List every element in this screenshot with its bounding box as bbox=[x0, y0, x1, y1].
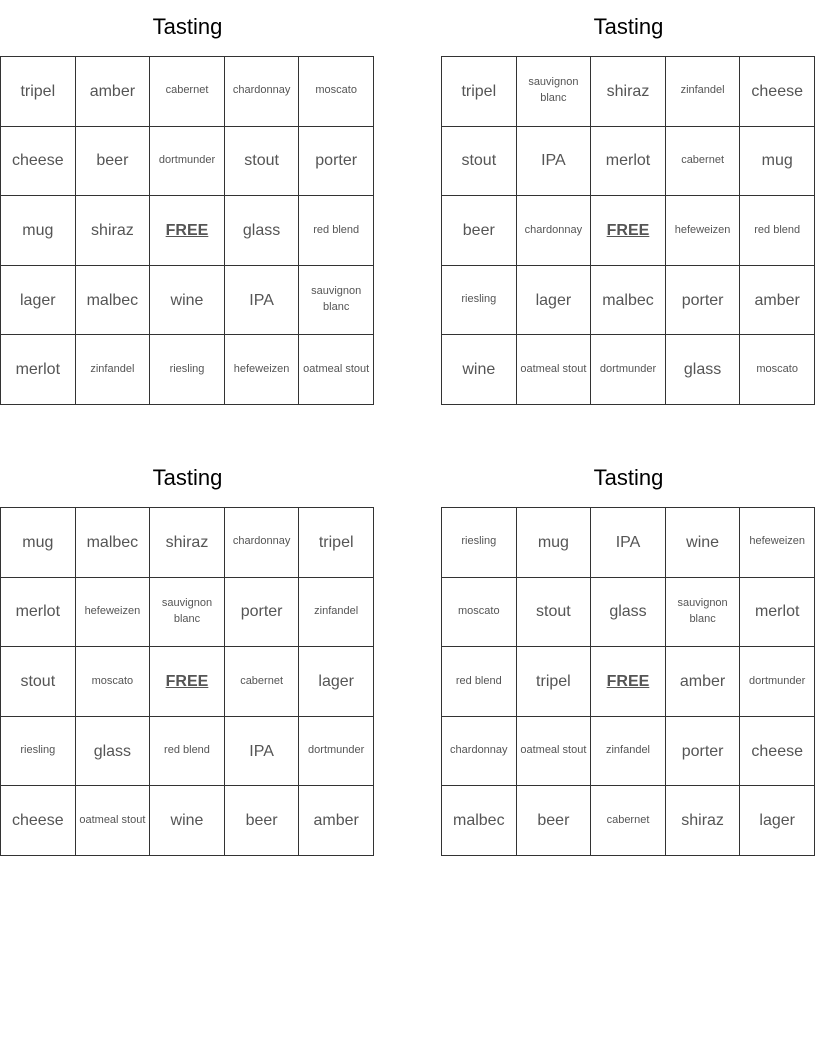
bingo-cell: tripel bbox=[299, 508, 374, 578]
bingo-cell: stout bbox=[442, 127, 517, 197]
bingo-cell: moscato bbox=[442, 578, 517, 648]
bingo-cell: oatmeal stout bbox=[299, 335, 374, 405]
bingo-cell: IPA bbox=[591, 508, 666, 578]
bingo-cell: oatmeal stout bbox=[76, 786, 151, 856]
bingo-cell: red blend bbox=[740, 196, 815, 266]
card-title: Tasting bbox=[593, 14, 664, 39]
bingo-cell: cabernet bbox=[591, 786, 666, 856]
bingo-cell: merlot bbox=[1, 578, 76, 648]
bingo-cell: sauvignon blanc bbox=[666, 578, 741, 648]
bingo-cell: beer bbox=[225, 786, 300, 856]
bingo-cell: mug bbox=[740, 127, 815, 197]
bingo-cell: glass bbox=[76, 717, 151, 787]
bingo-cell: cabernet bbox=[666, 127, 741, 197]
bingo-cell: hefeweizen bbox=[740, 508, 815, 578]
bingo-grid bbox=[441, 56, 815, 405]
bingo-cell: shiraz bbox=[150, 508, 225, 578]
bingo-cell: tripel bbox=[442, 57, 517, 127]
bingo-cell: IPA bbox=[225, 717, 300, 787]
free-space: FREE bbox=[150, 196, 225, 266]
bingo-cell: dortmunder bbox=[150, 127, 225, 197]
bingo-cell: cheese bbox=[740, 717, 815, 787]
bingo-cell: riesling bbox=[150, 335, 225, 405]
bingo-cell: lager bbox=[517, 266, 592, 336]
bingo-cell: lager bbox=[740, 786, 815, 856]
bingo-cell: IPA bbox=[517, 127, 592, 197]
bingo-cell: stout bbox=[225, 127, 300, 197]
bingo-cell: glass bbox=[666, 335, 741, 405]
bingo-cell: merlot bbox=[1, 335, 76, 405]
bingo-card-4 bbox=[441, 463, 816, 830]
bingo-grid bbox=[441, 507, 815, 856]
bingo-cell: glass bbox=[591, 578, 666, 648]
bingo-cell: zinfandel bbox=[666, 57, 741, 127]
bingo-cell: porter bbox=[225, 578, 300, 648]
bingo-cell: cabernet bbox=[225, 647, 300, 717]
bingo-card-3 bbox=[0, 463, 375, 830]
bingo-cell: oatmeal stout bbox=[517, 717, 592, 787]
bingo-grid bbox=[0, 56, 374, 405]
bingo-cell: lager bbox=[299, 647, 374, 717]
bingo-cell: glass bbox=[225, 196, 300, 266]
bingo-cell: red blend bbox=[299, 196, 374, 266]
bingo-cell: riesling bbox=[1, 717, 76, 787]
bingo-cell: zinfandel bbox=[76, 335, 151, 405]
bingo-cell: wine bbox=[150, 266, 225, 336]
bingo-cell: beer bbox=[517, 786, 592, 856]
bingo-cell: cheese bbox=[740, 57, 815, 127]
bingo-cell: wine bbox=[442, 335, 517, 405]
bingo-cell: riesling bbox=[442, 266, 517, 336]
bingo-cell: porter bbox=[666, 717, 741, 787]
card-title: Tasting bbox=[593, 465, 664, 490]
bingo-cell: lager bbox=[1, 266, 76, 336]
bingo-cell: IPA bbox=[225, 266, 300, 336]
bingo-cell: cabernet bbox=[150, 57, 225, 127]
bingo-cell: merlot bbox=[740, 578, 815, 648]
bingo-cell: cheese bbox=[1, 786, 76, 856]
bingo-cell: amber bbox=[666, 647, 741, 717]
bingo-cell: malbec bbox=[76, 266, 151, 336]
bingo-cell: sauvignon blanc bbox=[299, 266, 374, 336]
bingo-cell: beer bbox=[442, 196, 517, 266]
bingo-cell: riesling bbox=[442, 508, 517, 578]
bingo-cell: chardonnay bbox=[442, 717, 517, 787]
free-space: FREE bbox=[150, 647, 225, 717]
free-space: FREE bbox=[591, 196, 666, 266]
bingo-cell: hefeweizen bbox=[76, 578, 151, 648]
bingo-cell: chardonnay bbox=[225, 508, 300, 578]
bingo-cell: malbec bbox=[442, 786, 517, 856]
card-title: Tasting bbox=[152, 14, 223, 39]
card-title: Tasting bbox=[152, 465, 223, 490]
bingo-cell: sauvignon blanc bbox=[517, 57, 592, 127]
bingo-cell: dortmunder bbox=[299, 717, 374, 787]
bingo-cell: red blend bbox=[150, 717, 225, 787]
bingo-cell: moscato bbox=[299, 57, 374, 127]
bingo-cell: dortmunder bbox=[740, 647, 815, 717]
bingo-cell: porter bbox=[299, 127, 374, 197]
bingo-cell: oatmeal stout bbox=[517, 335, 592, 405]
bingo-cell: hefeweizen bbox=[225, 335, 300, 405]
bingo-cell: moscato bbox=[76, 647, 151, 717]
bingo-cell: moscato bbox=[740, 335, 815, 405]
bingo-cell: amber bbox=[76, 57, 151, 127]
bingo-cell: wine bbox=[150, 786, 225, 856]
bingo-cell: amber bbox=[740, 266, 815, 336]
bingo-cell: tripel bbox=[517, 647, 592, 717]
bingo-cell: stout bbox=[517, 578, 592, 648]
bingo-cell: sauvignon blanc bbox=[150, 578, 225, 648]
bingo-cell: shiraz bbox=[591, 57, 666, 127]
bingo-cell: mug bbox=[1, 508, 76, 578]
bingo-cell: zinfandel bbox=[299, 578, 374, 648]
bingo-cell: red blend bbox=[442, 647, 517, 717]
bingo-cell: shiraz bbox=[76, 196, 151, 266]
bingo-cell: shiraz bbox=[666, 786, 741, 856]
bingo-cell: malbec bbox=[591, 266, 666, 336]
bingo-cell: wine bbox=[666, 508, 741, 578]
bingo-card-1 bbox=[0, 12, 375, 379]
bingo-cell: dortmunder bbox=[591, 335, 666, 405]
bingo-cell: chardonnay bbox=[225, 57, 300, 127]
bingo-cell: cheese bbox=[1, 127, 76, 197]
bingo-cell: zinfandel bbox=[591, 717, 666, 787]
bingo-cell: mug bbox=[517, 508, 592, 578]
bingo-cell: mug bbox=[1, 196, 76, 266]
bingo-cell: porter bbox=[666, 266, 741, 336]
bingo-cell: merlot bbox=[591, 127, 666, 197]
free-space: FREE bbox=[591, 647, 666, 717]
bingo-card-2 bbox=[441, 12, 816, 379]
bingo-cell: amber bbox=[299, 786, 374, 856]
bingo-grid bbox=[0, 507, 374, 856]
bingo-cell: chardonnay bbox=[517, 196, 592, 266]
bingo-cell: malbec bbox=[76, 508, 151, 578]
bingo-cell: stout bbox=[1, 647, 76, 717]
bingo-cell: tripel bbox=[1, 57, 76, 127]
bingo-cell: hefeweizen bbox=[666, 196, 741, 266]
bingo-cell: beer bbox=[76, 127, 151, 197]
